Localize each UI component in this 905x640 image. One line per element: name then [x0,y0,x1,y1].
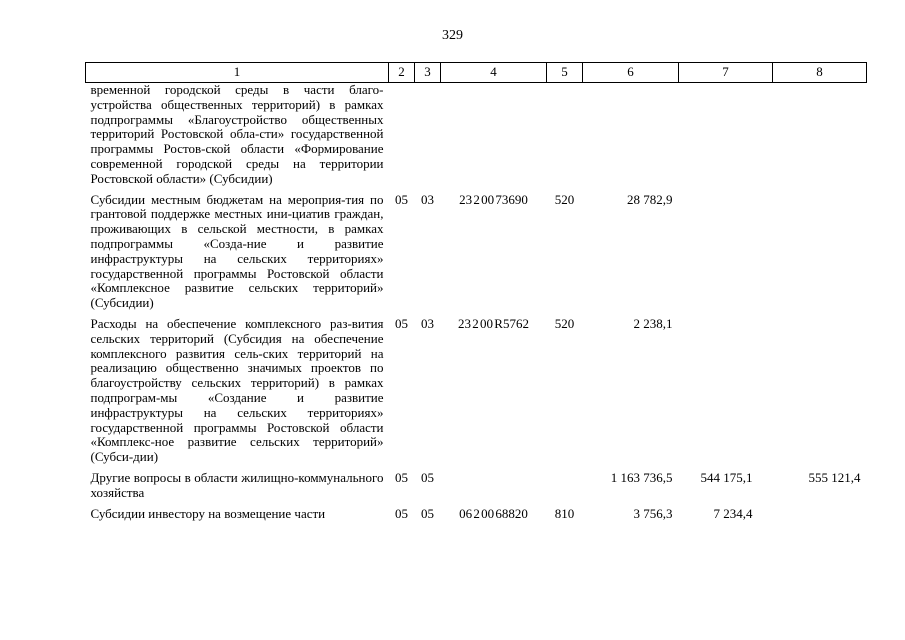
row-expense-type-code [547,465,583,501]
header-col-1: 1 [86,63,389,83]
row-description: временной городской среды в части благо-устройства общественных территорий) в рамках подпрограммы «Благоустройство общественных территорий Ростовской обла-сти» государственной программы Ростов-ской области «Формирование современной городской среды на территории Ростовской области» (Субсидии) [90,82,384,186]
row-section-code: 05 [395,315,408,331]
table-body [86,83,867,522]
table-row [86,465,867,501]
row-description: Другие вопросы в области жилищно-коммунального хозяйства [90,469,384,500]
row-amount-col8: 555 121,4 [808,469,861,485]
row-amount-col6: 3 756,3 [633,505,673,521]
header-col-4: 4 [441,63,547,83]
page-number: 329 [442,28,463,43]
row-subsection-code: 05 [421,505,434,521]
table-row [86,501,867,522]
row-description: Субсидии инвестору на возмещение части [90,505,326,521]
row-subsection-code: 05 [421,469,434,485]
header-col-8: 8 [773,63,867,83]
table-row [86,187,867,311]
header-col-6: 6 [583,63,679,83]
row-expense-type-code [547,83,583,187]
row-amount-col7: 544 175,1 [700,469,753,485]
row-amount-col6: 2 238,1 [633,315,673,331]
row-amount-col7: 7 234,4 [713,505,753,521]
header-row [86,63,867,83]
row-description: Расходы на обеспечение комплексного раз-вития сельских территорий (Субсидия на обеспечение комплексного развития сель-ских территорий на реализацию общественно значимых проектов по благоустройству сельских территорий) в рамках подпрограм-мы «Создание и развитие инфраструктуры на сельских территориях» государственной программы Ростовской области «Комплекс-ное развитие сельских территорий» (Субси-дии) [90,315,384,465]
header-col-3: 3 [415,63,441,83]
row-amount-col6: 1 163 736,5 [610,469,673,485]
table-header [86,63,867,83]
row-target-article-code [441,465,547,501]
row-expense-type-code: 520 [554,191,575,207]
row-amount-col8 [773,501,867,522]
row-expense-type-code: 520 [554,315,575,331]
row-amount-col8 [773,187,867,311]
table-row [86,311,867,465]
row-section-code: 05 [395,191,408,207]
row-amount-col6: 28 782,9 [627,191,673,207]
row-section-code [389,83,415,187]
row-target-article-code: 06 2 00 68820 [459,505,528,521]
row-section-code: 05 [395,469,408,485]
row-amount-col7 [679,311,773,465]
row-amount-col7 [679,187,773,311]
row-description: Субсидии местным бюджетам на мероприя-тия по грантовой поддержке местных ини-циатив граждан, проживающих в сельской местности, в рамках подпрограммы «Созда-ние и развитие инфраструктуры на сельских территориях» государственной программы Ростовской области «Комплексное развитие сельских территорий» (Субсидии) [90,191,384,311]
row-amount-col6 [583,83,679,187]
row-amount-col8 [773,311,867,465]
row-target-article-code: 23 2 00 73690 [459,191,528,207]
header-col-5: 5 [547,63,583,83]
row-amount-col7 [679,83,773,187]
row-target-article-code [441,83,547,187]
row-target-article-code: 23 2 00 R5762 [458,315,529,331]
row-amount-col8 [773,83,867,187]
budget-table [85,62,867,521]
row-subsection-code [415,83,441,187]
header-col-7: 7 [679,63,773,83]
row-subsection-code: 03 [421,191,434,207]
header-col-2: 2 [389,63,415,83]
row-section-code: 05 [395,505,408,521]
row-subsection-code: 03 [421,315,434,331]
row-expense-type-code: 810 [554,505,575,521]
table-row [86,83,867,187]
